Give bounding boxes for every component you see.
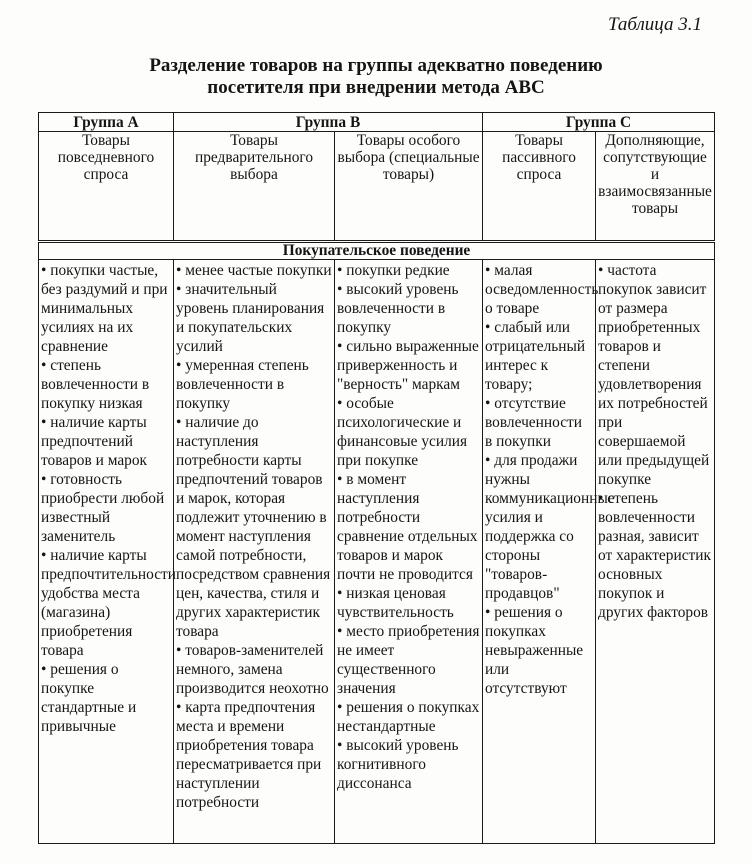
behavior-item: • наличие до наступления потребности карты предпочтений товаров и марок, которая подлежит уточнению в момент наступления самой потребности, посредством сравнения цен, качества, стиля и других характеристик товара xyxy=(176,413,332,641)
table-title: Разделение товаров на группы адекватно поведению посетителя при внедрении метода АВС xyxy=(149,55,603,98)
behavior-item: • решения о покупках нестандартные xyxy=(337,698,480,736)
behavior-item: • значительный уровень планирования и покупательских усилий xyxy=(176,280,332,356)
behavior-item: • высокий уровень вовлеченности в покупку xyxy=(337,280,480,337)
behavior-cell xyxy=(483,260,615,844)
behavior-cell xyxy=(335,260,483,844)
behavior-item: • сильно выраженные приверженность и "верность" маркам xyxy=(337,337,480,394)
product-type-cell: Дополняющие, сопутствующие и взаимосвязанные товары xyxy=(596,132,715,242)
behavior-item: • слабый или отрицательный интерес к товару; xyxy=(485,318,593,394)
behavior-item: • в момент наступления потребности сравнение отдельных товаров и марок почти не проводится xyxy=(337,470,480,584)
behavior-cell xyxy=(596,260,715,844)
behavior-item: • частота покупок зависит от размера приобретенных товаров и степени удовлетворения их потребностей при совершаемой или предыдущей покупке xyxy=(598,261,712,489)
product-type-cell: Товары повседневного спроса xyxy=(39,132,174,242)
behavior-cell xyxy=(39,260,174,844)
behavior-item: • решения о покупках невыраженные или отсутствуют xyxy=(485,603,593,698)
behavior-item: • для продажи нужны коммуникационные усилия и поддержка со стороны "товаров-продавцов" xyxy=(485,451,593,603)
section-row xyxy=(39,242,715,260)
behavior-item: • место приобретения не имеет существенного значения xyxy=(337,622,480,698)
behavior-item: • решения о покупке стандартные и привычные xyxy=(41,660,171,736)
behavior-item: • степень вовлеченности разная, зависит от характеристик основных покупок и других факторов xyxy=(598,489,712,622)
product-type-cell: Товары особого выбора (специальные товары) xyxy=(335,132,483,242)
behavior-item: • карта предпочтения места и времени приобретения товара пересматривается при наступлении потребности xyxy=(176,698,332,812)
group-a-header: Группа А xyxy=(39,113,174,132)
section-label: Покупательское поведение xyxy=(39,242,715,260)
behavior-item: • низкая ценовая чувствительность xyxy=(337,584,480,622)
behavior-item: • покупки редкие xyxy=(337,261,480,280)
behavior-row xyxy=(39,260,715,844)
product-type-row xyxy=(39,132,715,242)
behavior-item: • готовность приобрести любой известный заменитель xyxy=(41,470,171,546)
behavior-item: • наличие карты предпочтительности удобства места (магазина) приобретения товара xyxy=(41,546,171,660)
group-c-header: Группа С xyxy=(483,113,715,132)
behavior-item: • покупки частые, без раздумий и при минимальных усилиях на их сравнение xyxy=(41,261,171,356)
behavior-cell xyxy=(174,260,335,844)
behavior-item: • малая осведомленность о товаре xyxy=(485,261,593,318)
group-header-row xyxy=(39,113,715,132)
behavior-item: • особые психологические и финансовые усилия при покупке xyxy=(337,394,480,470)
behavior-item: • степень вовлеченности в покупку низкая xyxy=(41,356,171,413)
behavior-item: • отсутствие вовлеченности в покупки xyxy=(485,394,593,451)
behavior-item: • высокий уровень когнитивного диссонанса xyxy=(337,736,480,793)
behavior-item: • товаров-заменителей немного, замена производится неохотно xyxy=(176,641,332,698)
group-b-header: Группа В xyxy=(174,113,483,132)
behavior-item: • наличие карты предпочтений товаров и марок xyxy=(41,413,171,470)
behavior-item: • менее частые покупки xyxy=(176,261,332,280)
product-type-cell: Товары предварительного выбора xyxy=(174,132,335,242)
behavior-item: • умеренная степень вовлеченности в покупку xyxy=(176,356,332,413)
abc-groups-table xyxy=(38,112,715,844)
product-type-cell: Товары пассивного спроса xyxy=(483,132,596,242)
table-number: Таблица 3.1 xyxy=(608,14,702,35)
